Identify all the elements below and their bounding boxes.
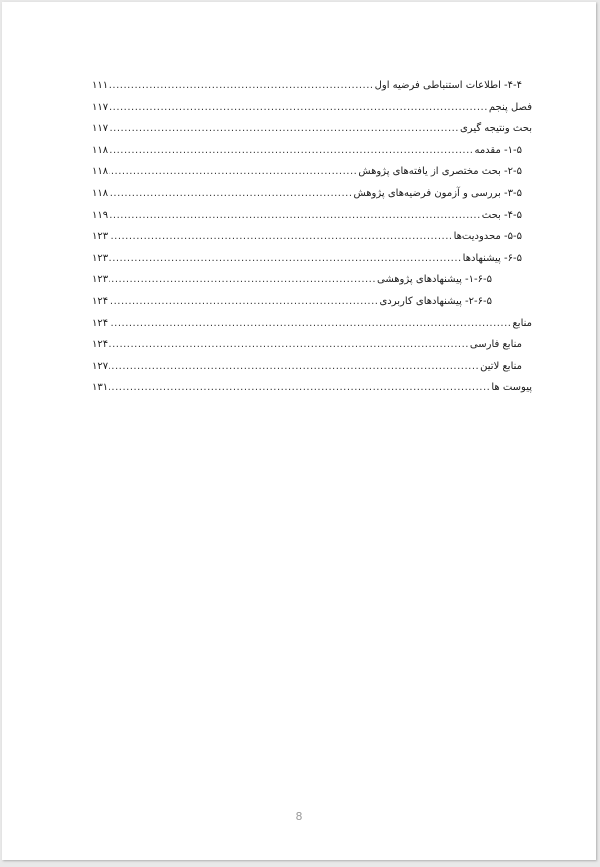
toc-entry-title: فصل پنجم (488, 101, 532, 113)
toc-entry[interactable] (92, 145, 532, 167)
toc-entry[interactable] (92, 274, 532, 296)
toc-entry[interactable] (92, 339, 532, 361)
toc-leader-dots (109, 318, 511, 329)
toc-entry-page: ۱۱۷ (92, 123, 109, 135)
toc-leader-dots (109, 253, 462, 264)
toc-entry-page: ۱۳۱ (92, 382, 109, 394)
toc-leader-dots (109, 382, 490, 393)
toc-entry-title: منابع لاتین (480, 360, 522, 372)
page-number: 8 (295, 810, 303, 823)
toc-entry[interactable] (92, 188, 532, 210)
toc-leader-dots (109, 210, 481, 221)
toc-leader-dots (109, 339, 469, 350)
toc-entry-page: ۱۲۳ (92, 252, 109, 264)
toc-entry-page: ۱۲۳ (92, 274, 109, 286)
toc-entry-page: ۱۲۷ (92, 360, 109, 372)
toc-entry-page: ۱۲۴ (92, 339, 109, 351)
toc-entry[interactable] (92, 382, 532, 404)
toc-entry-page: ۱۲۴ (92, 295, 109, 307)
toc-entry[interactable] (92, 210, 532, 232)
toc-entry-title: ۳-۵- بررسی و آزمون فرضیه‌های پژوهش (353, 187, 522, 199)
toc-entry[interactable] (92, 296, 532, 318)
toc-entry-title: ۴-۴- اطلاعات استنباطی فرضیه اول (374, 80, 522, 91)
toc-entry[interactable] (92, 318, 532, 340)
toc-entry[interactable] (92, 123, 532, 145)
toc-leader-dots (109, 166, 357, 177)
toc-entry-page: ۱۲۴ (92, 317, 109, 329)
toc-entry-title: منابع فارسی (469, 339, 522, 351)
toc-leader-dots (109, 231, 452, 242)
toc-entry-title: پیوست ها (491, 382, 532, 394)
toc-entry[interactable] (92, 253, 532, 275)
toc-leader-dots (109, 80, 373, 91)
toc-entry-page: ۱۲۳ (92, 231, 109, 243)
toc-entry[interactable] (92, 166, 532, 188)
toc-entry-title: ۲-۵- بحث مختصری از یافته‌های پژوهش (358, 166, 522, 178)
toc-entry-page: ۱۱۸ (92, 166, 109, 178)
toc-leader-dots (109, 102, 488, 113)
toc-entry[interactable] (92, 102, 532, 124)
toc-entry[interactable] (92, 80, 532, 102)
toc-entry-title: ۵-۵- محدودیت‌ها (453, 231, 522, 243)
toc-leader-dots (109, 296, 378, 307)
toc-leader-dots (109, 188, 352, 199)
toc-entry-title: بحث ونتیجه گیری (459, 123, 532, 135)
toc-entry-page: ۱۱۸ (92, 144, 109, 156)
toc-entry[interactable] (92, 361, 532, 383)
table-of-contents (92, 80, 532, 404)
toc-entry-page: ۱۱۷ (92, 101, 109, 113)
toc-entry-title: ۱-۶-۵- پیشنهادهای پژوهشی (377, 274, 492, 286)
toc-leader-dots (109, 361, 479, 372)
toc-entry-title: ۲-۶-۵- پیشنهادهای کاربردی (379, 295, 492, 307)
toc-leader-dots (109, 274, 376, 285)
toc-entry-title: منابع (512, 317, 532, 329)
toc-entry-page: ۱۱۱ (92, 80, 109, 91)
toc-entry-title: ۴-۵- بحث (481, 209, 522, 221)
toc-entry-title: ۶-۵- پیشنهادها (462, 252, 522, 264)
toc-entry-page: ۱۱۹ (92, 209, 109, 221)
toc-leader-dots (109, 123, 459, 134)
toc-entry[interactable] (92, 231, 532, 253)
toc-leader-dots (109, 145, 473, 156)
toc-entry-title: ۱-۵- مقدمه (474, 144, 522, 156)
toc-entry-page: ۱۱۸ (92, 187, 109, 199)
document-page (2, 2, 596, 860)
